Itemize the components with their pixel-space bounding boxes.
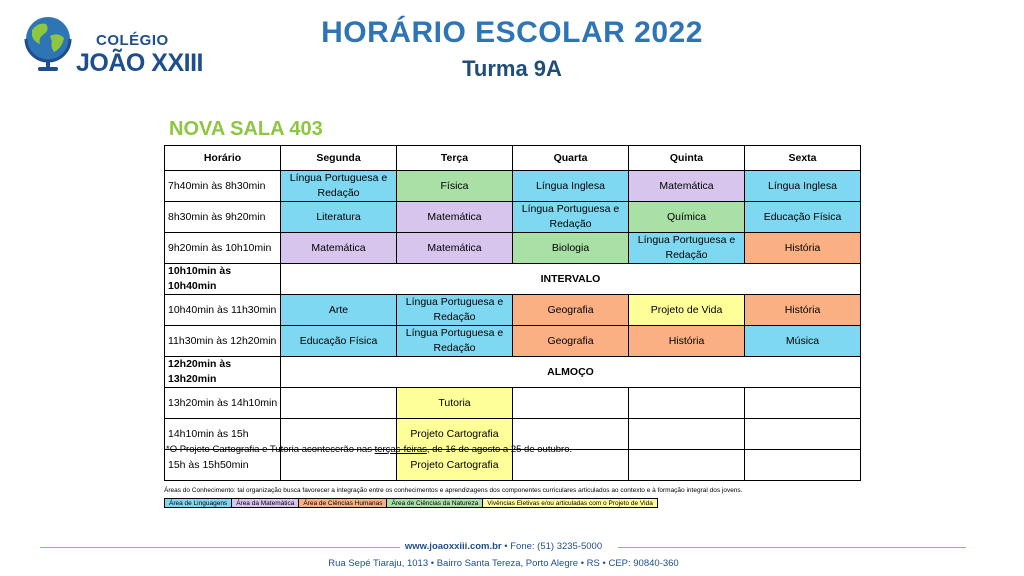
legend-item: Área de Linguagens bbox=[164, 498, 232, 508]
time-cell: 11h30min às 12h20min bbox=[165, 326, 281, 357]
legend-item: Área de Ciências Humanas bbox=[298, 498, 387, 508]
subject-cell bbox=[629, 450, 745, 481]
table-row bbox=[165, 388, 861, 419]
subject-cell: Projeto Cartografia bbox=[397, 450, 513, 481]
subject-cell: História bbox=[629, 326, 745, 357]
subject-cell: Educação Física bbox=[745, 202, 861, 233]
subject-cell: Língua Inglesa bbox=[513, 171, 629, 202]
subject-cell: Língua Portuguesa e Redação bbox=[397, 326, 513, 357]
table-row bbox=[165, 295, 861, 326]
legend-item: Área da Matemática bbox=[231, 498, 299, 508]
break-label: ALMOÇO bbox=[281, 357, 861, 388]
column-header: Quinta bbox=[629, 146, 745, 171]
phone-text: • Fone: (51) 3235-5000 bbox=[501, 541, 603, 552]
column-header: Sexta bbox=[745, 146, 861, 171]
footer-address: Rua Sepé Tiaraju, 1013 • Bairro Santa Tereza, Porto Alegre • RS • CEP: 90840-360 bbox=[328, 558, 679, 569]
areas-description: Áreas do Conhecimento: tal organização busca favorecer a integração entre os conhecimentos e aprendizagens dos componentes curriculares articulados ao contexto e à formação integral dos jovens. bbox=[164, 487, 743, 494]
column-header: Terça bbox=[397, 146, 513, 171]
subject-cell: Projeto Cartografia bbox=[397, 419, 513, 450]
website-link[interactable]: www.joaoxxiii.com.br bbox=[404, 541, 502, 552]
time-cell: 13h20min às 14h10min bbox=[165, 388, 281, 419]
subject-cell bbox=[281, 388, 397, 419]
table-row bbox=[165, 233, 861, 264]
subject-cell: Educação Física bbox=[281, 326, 397, 357]
time-cell: 12h20min às 13h20min bbox=[165, 357, 281, 388]
column-header: Segunda bbox=[281, 146, 397, 171]
subject-cell: Língua Portuguesa e Redação bbox=[397, 295, 513, 326]
time-cell: 10h40min às 11h30min bbox=[165, 295, 281, 326]
subject-cell: Matemática bbox=[281, 233, 397, 264]
subject-cell: História bbox=[745, 233, 861, 264]
time-cell: 9h20min às 10h10min bbox=[165, 233, 281, 264]
subject-cell bbox=[513, 388, 629, 419]
footnote bbox=[166, 444, 572, 455]
subject-cell: Física bbox=[397, 171, 513, 202]
subject-cell: Projeto de Vida bbox=[629, 295, 745, 326]
subject-cell: Geografia bbox=[513, 326, 629, 357]
table-row bbox=[165, 171, 861, 202]
subject-cell: Matemática bbox=[397, 202, 513, 233]
subject-cell: Matemática bbox=[629, 171, 745, 202]
break-row bbox=[165, 264, 861, 295]
subject-cell: Matemática bbox=[397, 233, 513, 264]
column-header: Quarta bbox=[513, 146, 629, 171]
break-label: INTERVALO bbox=[281, 264, 861, 295]
subject-cell: Língua Portuguesa e Redação bbox=[281, 171, 397, 202]
schedule-body bbox=[165, 171, 861, 481]
subject-cell: Química bbox=[629, 202, 745, 233]
subject-cell: Língua Inglesa bbox=[745, 171, 861, 202]
subject-cell: Língua Portuguesa e Redação bbox=[629, 233, 745, 264]
footnote-underlined: terças-feiras bbox=[374, 444, 427, 455]
subject-cell: Arte bbox=[281, 295, 397, 326]
subject-cell: Tutoria bbox=[397, 388, 513, 419]
time-cell: 7h40min às 8h30min bbox=[165, 171, 281, 202]
room-label: NOVA SALA 403 bbox=[169, 118, 323, 140]
legend-item: Vivências Eletivas e/ou articuladas com o Projeto de Vida bbox=[482, 498, 658, 508]
column-header: Horário bbox=[165, 146, 281, 171]
class-subtitle: Turma 9A bbox=[462, 56, 562, 81]
subject-cell bbox=[629, 388, 745, 419]
time-cell: 8h30min às 9h20min bbox=[165, 202, 281, 233]
subject-cell bbox=[745, 450, 861, 481]
subject-cell: Biologia bbox=[513, 233, 629, 264]
footnote-text-end: , de 16 de agosto a 25 de outubro. bbox=[426, 444, 573, 455]
subject-cell: Geografia bbox=[513, 295, 629, 326]
table-row bbox=[165, 326, 861, 357]
footnote-text: *O Projeto Cartografia e Tutoria acontecerão nas bbox=[166, 444, 375, 455]
page-title: HORÁRIO ESCOLAR 2022 bbox=[321, 16, 703, 49]
subject-cell: Música bbox=[745, 326, 861, 357]
time-cell: 10h10min às 10h40min bbox=[165, 264, 281, 295]
footer-contact bbox=[0, 541, 1007, 552]
subject-cell bbox=[745, 388, 861, 419]
logo-line2: JOÃO XXIII bbox=[76, 49, 203, 77]
subject-cell: História bbox=[745, 295, 861, 326]
areas-legend bbox=[164, 498, 657, 508]
table-row bbox=[165, 202, 861, 233]
subject-cell: Língua Portuguesa e Redação bbox=[513, 202, 629, 233]
time-cell: 15h às 15h50min bbox=[165, 450, 281, 481]
table-header-row bbox=[165, 146, 861, 171]
logo-line1: COLÉGIO bbox=[96, 32, 169, 49]
break-row bbox=[165, 357, 861, 388]
subject-cell bbox=[745, 419, 861, 450]
subject-cell bbox=[629, 419, 745, 450]
schedule-table bbox=[164, 145, 861, 481]
subject-cell: Literatura bbox=[281, 202, 397, 233]
time-cell: 14h10min às 15h bbox=[165, 419, 281, 450]
legend-item: Área de Ciências da Natureza bbox=[386, 498, 483, 508]
